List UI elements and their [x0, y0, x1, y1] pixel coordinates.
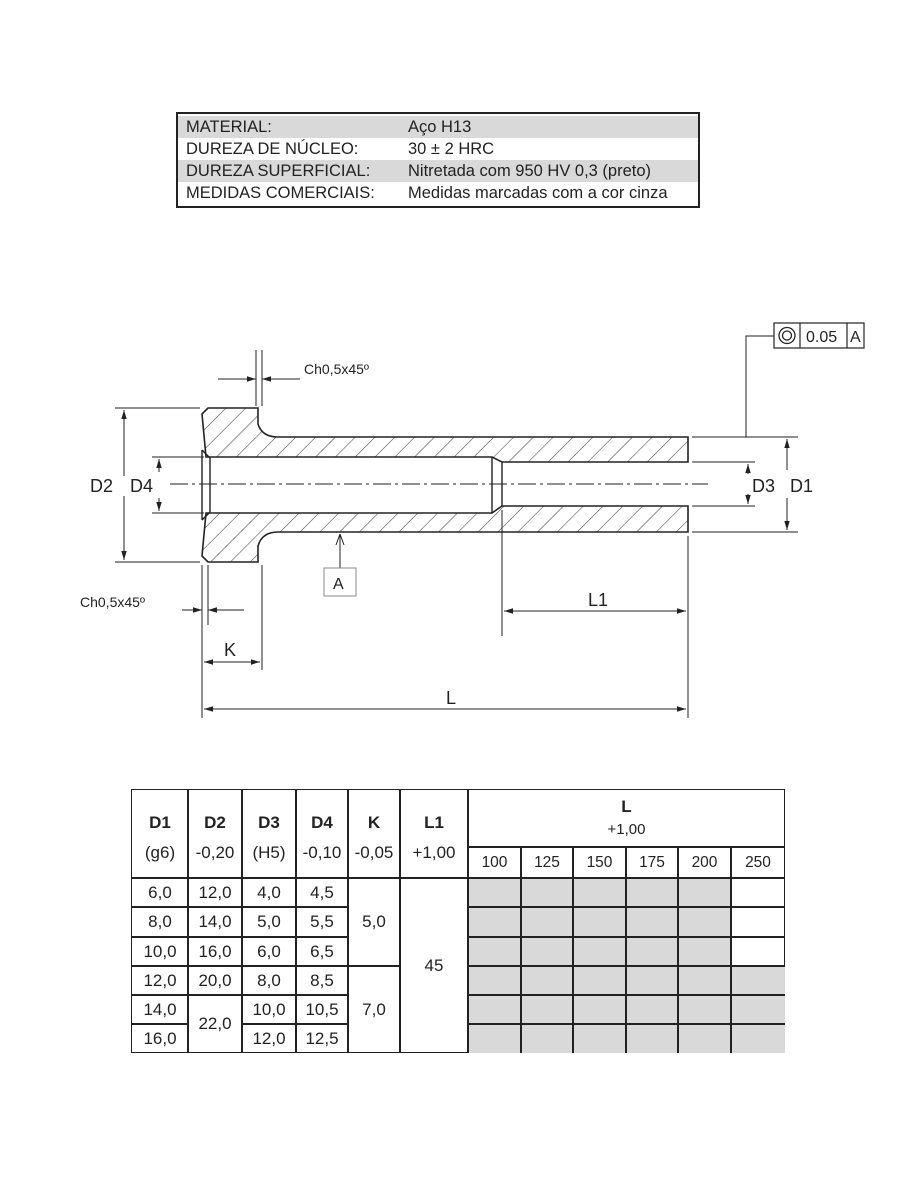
upper-wall-section — [202, 408, 688, 462]
datum-a-label: A — [333, 576, 344, 593]
available-size-cell — [678, 995, 731, 1024]
d2-label: D2 — [90, 476, 114, 496]
header-l-value: 250 — [745, 853, 771, 871]
d1-value: 8,0 — [148, 912, 172, 931]
available-size-cell — [468, 1024, 521, 1053]
header-l-value: 150 — [586, 853, 613, 871]
bore-outline — [202, 450, 502, 520]
header-l-value: 200 — [691, 853, 718, 871]
available-size-cell — [731, 995, 785, 1024]
available-size-cell — [573, 937, 626, 966]
part-drawing — [0, 300, 915, 730]
available-size-cell — [678, 1024, 731, 1053]
d3-value: 10,0 — [252, 999, 286, 1019]
material-table — [176, 112, 700, 208]
surface-hardness-value: Nitretada com 950 HV 0,3 (preto) — [408, 162, 652, 180]
grid-line — [347, 790, 349, 1053]
commercial-sizes-row — [178, 182, 698, 204]
d3-value: 12,0 — [252, 1028, 286, 1048]
grid-line — [468, 936, 785, 938]
grid-line — [468, 906, 785, 908]
l1-dimension — [502, 510, 688, 718]
d1-value: 12,0 — [143, 970, 177, 990]
available-size-cell — [678, 907, 731, 937]
header-d2-tolerance: -0,20 — [195, 843, 235, 862]
grid-line — [242, 906, 348, 908]
d2-value: 14,0 — [198, 912, 232, 931]
available-size-cell — [573, 907, 626, 937]
grid-line — [242, 936, 348, 938]
header-k-name: K — [367, 813, 381, 832]
d1-value: 16,0 — [143, 1028, 177, 1048]
available-size-cell — [521, 1024, 573, 1053]
available-size-cell — [468, 966, 521, 995]
available-size-cell — [678, 878, 731, 907]
l1-value: 45 — [424, 955, 444, 975]
grid-line — [187, 790, 189, 1053]
d1-label: D1 — [790, 476, 814, 496]
k-value: 7,0 — [362, 999, 386, 1019]
available-size-cell — [573, 878, 626, 907]
header-l1-name: L1 — [424, 813, 444, 832]
header-k-tolerance: -0,05 — [354, 843, 394, 862]
d4-value: 8,5 — [310, 970, 334, 990]
material-label: MATERIAL: — [186, 118, 272, 136]
d3-value: 5,0 — [257, 912, 281, 931]
d1-value: 14,0 — [143, 999, 177, 1019]
chamfer-top-label: Ch0,5x45º — [304, 361, 370, 377]
grid-line — [188, 994, 242, 996]
available-size-cell — [731, 1024, 785, 1053]
grid-line — [295, 790, 297, 1053]
d4-label: D4 — [130, 476, 154, 496]
lower-wall-section — [202, 506, 688, 562]
header-d4-name: D4 — [311, 813, 333, 832]
d4-dimension — [152, 457, 204, 513]
header-d3-name: D3 — [258, 813, 280, 832]
available-size-cell — [626, 937, 678, 966]
available-size-cell — [468, 907, 521, 937]
grid-line — [132, 906, 188, 908]
available-size-cell — [521, 995, 573, 1024]
grid-line — [132, 877, 785, 879]
available-size-cell — [626, 1024, 678, 1053]
d2-dimension — [115, 408, 200, 562]
commercial-sizes-label: MEDIDAS COMERCIAIS: — [186, 184, 375, 202]
grid-line — [467, 790, 469, 1053]
available-size-cell — [521, 937, 573, 966]
d3-value: 8,0 — [257, 970, 281, 990]
available-size-cell — [468, 937, 521, 966]
l1-label: L1 — [588, 590, 609, 610]
d4-value: 12,5 — [305, 1028, 339, 1048]
grid-line — [468, 965, 785, 967]
d2-value: 12,0 — [198, 882, 232, 902]
d1-value: 6,0 — [148, 882, 172, 902]
grid-line — [132, 936, 188, 938]
grid-line — [132, 994, 188, 996]
chamfer-bottom-label: Ch0,5x45º — [80, 594, 146, 610]
tolerance-leader — [746, 336, 774, 437]
core-hardness-value: 30 ± 2 HRC — [408, 140, 495, 158]
available-size-cell — [678, 966, 731, 995]
d2-value-merged: 22,0 — [198, 1014, 232, 1033]
dimensions-table — [131, 789, 785, 1053]
surface-hardness-row — [178, 160, 698, 182]
header-l-value: 100 — [481, 853, 508, 871]
d4-value: 6,5 — [310, 941, 334, 961]
header-l1-tolerance: +1,00 — [412, 843, 456, 862]
grid-line — [468, 1023, 785, 1025]
d2-value: 16,0 — [198, 941, 232, 961]
available-size-cell — [521, 907, 573, 937]
grid-line — [348, 965, 400, 967]
available-size-cell — [626, 907, 678, 937]
grid-line — [188, 906, 242, 908]
tolerance-datum: A — [850, 329, 861, 346]
tolerance-value: 0.05 — [806, 329, 838, 346]
grid-line — [242, 994, 348, 996]
header-d4-tolerance: -0,10 — [302, 843, 342, 862]
header-d1-name: D1 — [149, 813, 171, 832]
available-size-cell — [626, 878, 678, 907]
d4-value: 5,5 — [310, 912, 334, 931]
available-size-cell — [731, 966, 785, 995]
available-size-cell — [678, 937, 731, 966]
available-size-cell — [468, 878, 521, 907]
d3-value: 6,0 — [257, 941, 281, 961]
d4-value: 10,5 — [305, 999, 339, 1019]
available-size-cell — [573, 995, 626, 1024]
grid-line — [242, 1023, 348, 1025]
available-size-cell — [626, 995, 678, 1024]
header-l-value: 175 — [639, 853, 665, 871]
tolerance-frame — [774, 323, 864, 348]
d3-label: D3 — [752, 476, 776, 496]
header-l-value: 125 — [534, 853, 560, 871]
surface-hardness-label: DUREZA SUPERFICIAL: — [186, 162, 371, 180]
grid-line — [242, 965, 348, 967]
available-size-cell — [468, 995, 521, 1024]
grid-line — [132, 1023, 188, 1025]
k-label: K — [224, 640, 237, 660]
available-size-cell — [573, 966, 626, 995]
grid-line — [188, 965, 242, 967]
grid-line — [132, 965, 188, 967]
commercial-sizes-value: Medidas marcadas com a cor cinza — [408, 184, 668, 202]
core-hardness-label: DUREZA DE NÚCLEO: — [186, 140, 359, 158]
material-row — [178, 116, 698, 138]
available-size-cell — [521, 966, 573, 995]
grid-line — [468, 994, 785, 996]
header-d1-tolerance: (g6) — [144, 843, 176, 862]
chamfer-top-dimension — [218, 350, 300, 406]
header-l-tolerance: +1,00 — [607, 820, 646, 838]
core-hardness-row — [178, 138, 698, 160]
available-size-cell — [573, 1024, 626, 1053]
available-size-cell — [521, 878, 573, 907]
grid-line — [188, 936, 242, 938]
k-value: 5,0 — [362, 912, 386, 931]
header-d3-tolerance: (H5) — [252, 843, 286, 862]
available-size-cell — [626, 966, 678, 995]
header-l-name: L — [621, 797, 632, 816]
header-d2-name: D2 — [204, 813, 226, 832]
d3-value: 4,0 — [257, 882, 281, 902]
grid-line — [241, 790, 243, 1053]
d4-value: 4,5 — [310, 882, 334, 902]
d2-value: 20,0 — [198, 970, 232, 990]
l-label: L — [446, 688, 457, 708]
datum-a-marker — [324, 534, 356, 596]
grid-line — [468, 846, 785, 848]
grid-line — [399, 790, 401, 1053]
material-value: Aço H13 — [408, 118, 472, 136]
d1-value: 10,0 — [143, 941, 177, 961]
